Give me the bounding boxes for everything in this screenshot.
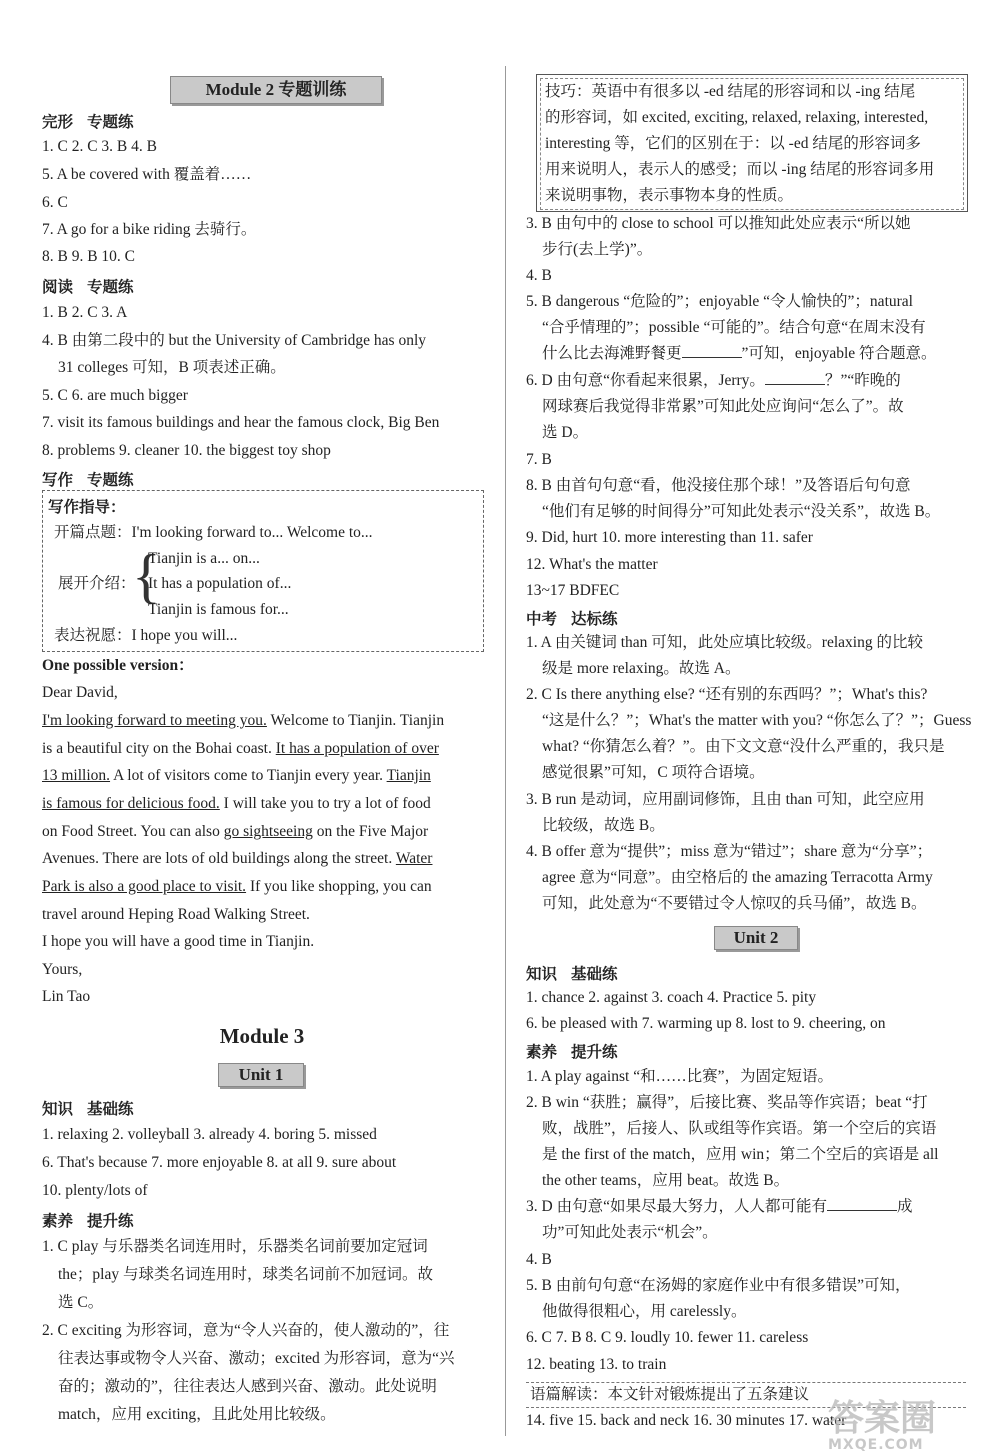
knowledge-answers-1: 1. relaxing 2. volleyball 3. already 4. boring 5. missed <box>42 1126 377 1143</box>
exam-line-1: 1. A 由关键词 than 可知，此处应填比较级。relaxing 的比较 <box>526 634 923 651</box>
answers-9-11: 9. Did, hurt 10. more interesting than 11. safer <box>526 529 813 546</box>
exam-line-10: agree 意为“同意”。由空格后的 the amazing Terracotta Army <box>542 869 933 886</box>
answer-6-line-3: 选 D。 <box>542 424 589 441</box>
exam-heading: 中考 达标练 <box>526 611 618 628</box>
ability-heading: 素养 提升练 <box>42 1213 134 1230</box>
letter-line-3: 13 million. A lot of visitors come to Tianjin every year. Tianjin <box>42 767 431 784</box>
tip-line-4: 用来说明人，表示人的感受；而以 -ing 结尾的形容词多用 <box>545 161 935 178</box>
answer-8-line-2: “他们有足够的时间得分”可知此处表示“没关系”，故选 B。 <box>542 503 941 520</box>
reading-answers-1: 1. B 2. C 3. A <box>42 304 128 321</box>
letter-line-6: Avenues. There are lots of old buildings along the street. Water <box>42 850 433 867</box>
cloze-answers-4: 7. A go for a bike riding 去骑行。 <box>42 221 257 238</box>
ability-answer-2c: 奋的；激动的”，往往表达人感到兴奋、激动。此处说明 <box>58 1378 437 1395</box>
answer-6-line-1: 6. D 由句意“你看起来很累，Jerry。 ？”“昨晚的 <box>526 372 901 389</box>
knowledge2-heading: 知识 基础练 <box>526 966 618 983</box>
reading-answers-3: 31 colleges 可知，B 项表述正确。 <box>58 359 286 376</box>
ability2-line-6: 3. D 由句意“如果尽最大努力，人人都可能有 成 <box>526 1198 913 1215</box>
module3-title: Module 3 <box>219 1024 305 1048</box>
answer-4: 4. B <box>526 267 552 284</box>
exam-line-11: 可知，此处意为“不要错过令人惊叹的兵马俑”，故选 B。 <box>542 895 927 912</box>
answer-5-line-1: 5. B dangerous “危险的”；enjoyable “令人愉快的”；natural <box>526 293 913 310</box>
answer-5-line-2: “合乎情理的”；possible “可能的”。结合句意“在周末没有 <box>542 319 926 336</box>
unit1-title: Unit 1 <box>218 1063 304 1087</box>
column-divider <box>505 66 506 1436</box>
tip-line-5: 来说明事物，表示事物本身的性质。 <box>545 187 794 204</box>
ability-answer-1a: 1. C play 与乐器类名词连用时，乐器类名词前要加定冠词 <box>42 1238 428 1255</box>
answer-3-line-1: 3. B 由句中的 close to school 可以推知此处应表示“所以她 <box>526 215 911 232</box>
letter-line-4: is famous for delicious food. I will take you to try a lot of food <box>42 795 431 812</box>
module2-title: Module 2 专题训练 <box>170 76 382 104</box>
exam-line-9: 4. B offer 意为“提供”；miss 意为“错过”；share 意为“分享”； <box>526 843 933 860</box>
answer-7: 7. B <box>526 451 552 468</box>
ability2-line-10: 他做得很粗心，用 carelessly。 <box>542 1303 747 1320</box>
brace-icon: { <box>132 543 161 609</box>
tip-line-1: 技巧：英语中有很多以 -ed 结尾的形容词和以 -ing 结尾 <box>545 83 916 100</box>
answer-8-line-1: 8. B 由首句句意“看，他没接住那个球！”及答语后句句意 <box>526 477 911 494</box>
letter-line-9: I hope you will have a good time in Tianjin. <box>42 933 315 950</box>
answer-6-line-2: 网球赛后我觉得非常累”可知此处应询问“怎么了”。故 <box>542 398 904 415</box>
letter-line-5: on Food Street. You can also go sightseeing on the Five Major <box>42 823 429 840</box>
exam-line-3: 2. C Is there anything else? “还有别的东西吗？”；What's this? <box>526 686 928 703</box>
cloze-answers-2: 5. A be covered with 覆盖着…… <box>42 166 252 183</box>
guide-develop-3: Tianjin is famous for... <box>148 601 289 618</box>
guide-opening: 开篇点题：I'm looking forward to... Welcome to... <box>54 524 373 541</box>
letter-line-1: I'm looking forward to meeting you. Welcome to Tianjin. Tianjin <box>42 712 445 729</box>
answers-13-17: 13~17 BDFEC <box>526 582 620 599</box>
ability2-line-3: 败，战胜”，后接人、队或组等作宾语。第一个空后的宾语 <box>542 1120 937 1137</box>
knowledge-heading: 知识 基础练 <box>42 1101 134 1118</box>
exam-line-6: 感觉很累”可知，C 项符合语境。 <box>542 764 765 781</box>
knowledge-answers-2: 6. That's because 7. more enjoyable 8. at all 9. sure about <box>42 1154 397 1171</box>
ability-answer-2b: 往表达事或物令人兴奋、激动；excited 为形容词，意为“兴 <box>58 1350 455 1367</box>
knowledge2-answers-1: 1. chance 2. against 3. coach 4. Practice 5. pity <box>526 989 817 1006</box>
sample-version-label: One possible version： <box>42 657 194 674</box>
exam-line-7: 3. B run 是动词，应用副词修饰，且由 than 可知，此空应用 <box>526 791 925 808</box>
reading-answers-6: 8. problems 9. cleaner 10. the biggest toy shop <box>42 442 331 459</box>
ability-answer-1b: the；play 与球类名词连用时，球类名词前不加冠词。故 <box>58 1266 433 1283</box>
cloze-answers-5: 8. B 9. B 10. C <box>42 248 136 265</box>
cloze-heading: 完形 专题练 <box>42 114 134 131</box>
answer-5-line-3: 什么比去海滩野餐更 ”可知，enjoyable 符合题意。 <box>542 345 937 362</box>
watermark-url: MXQE.COM <box>828 1437 924 1453</box>
knowledge2-answers-2: 6. be pleased with 7. warming up 8. lost to 9. cheering, on <box>526 1015 886 1032</box>
ability2-line-8: 4. B <box>526 1251 552 1268</box>
reading-heading: 阅读 专题练 <box>42 279 134 296</box>
ability2-line-1: 1. A play against “和……比赛”，为固定短语。 <box>526 1068 833 1085</box>
watermark-logo <box>828 1390 978 1453</box>
letter-signoff: Yours, <box>42 961 83 978</box>
exam-line-8: 比较级，故选 B。 <box>542 817 665 834</box>
guide-develop-1: Tianjin is a... on... <box>148 550 260 567</box>
unit2-title: Unit 2 <box>714 926 798 950</box>
ability2-line-11: 6. C 7. B 8. C 9. loudly 10. fewer 11. careless <box>526 1329 809 1346</box>
ability2-line-2: 2. B win “获胜；赢得”，后接比赛、奖品等作宾语；beat “打 <box>526 1094 928 1111</box>
letter-line-2: is a beautiful city on the Bohai coast. It has a population of over <box>42 740 439 757</box>
letter-line-8: travel around Heping Road Walking Street. <box>42 906 310 923</box>
writing-guide-title: 写作指导： <box>48 499 126 516</box>
ability-answer-2d: match，应用 exciting，且此处用比较级。 <box>58 1406 336 1423</box>
tip-box <box>536 74 968 212</box>
reading-answers-5: 7. visit its famous buildings and hear the famous clock, Big Ben <box>42 414 440 431</box>
tip-line-3: interesting 等，它们的区别在于：以 -ed 结尾的形容词多 <box>545 135 921 152</box>
tip-line-2: 的形容词，如 excited, exciting, relaxed, relaxing, interested, <box>545 109 929 126</box>
reading-answers-4: 5. C 6. are much bigger <box>42 387 188 404</box>
ability2-line-5: the other teams，应用 beat。故选 B。 <box>542 1172 790 1189</box>
letter-signature: Lin Tao <box>42 988 91 1005</box>
guide-develop-2: It has a population of... <box>148 575 292 592</box>
cloze-answers-3: 6. C <box>42 194 68 211</box>
ability-answer-1c: 选 C。 <box>58 1294 104 1311</box>
letter-greeting: Dear David, <box>42 684 118 701</box>
ability2-line-9: 5. B 由前句句意“在汤姆的家庭作业中有很多错误”可知， <box>526 1277 911 1294</box>
ability-answer-2a: 2. C exciting 为形容词，意为“令人兴奋的，使人激动的”，往 <box>42 1322 450 1339</box>
watermark-brand: 答案圈 <box>828 1398 937 1439</box>
writing-heading: 写作 专题练 <box>42 472 134 489</box>
guide-develop-label: 展开介绍： <box>58 575 136 592</box>
ability2-line-13: 14. five 15. back and neck 16. 30 minutes 17. water <box>526 1412 847 1429</box>
letter-line-7: Park is also a good place to visit. If you like shopping, you can <box>42 878 432 895</box>
ability2-line-12: 12. beating 13. to train <box>526 1356 667 1373</box>
ability2-line-4: 是 the first of the match，应用 win；第二个空后的宾语是 all <box>542 1146 939 1163</box>
knowledge-answers-3: 10. plenty/lots of <box>42 1182 148 1199</box>
guide-closing: 表达祝愿：I hope you will... <box>54 627 238 644</box>
exam-line-2: 级是 more relaxing。故选 A。 <box>542 660 741 677</box>
answer-3-line-2: 步行(去上学)”。 <box>542 241 653 258</box>
ability2-heading: 素养 提升练 <box>526 1044 618 1061</box>
cloze-answers-1: 1. C 2. C 3. B 4. B <box>42 138 157 155</box>
reading-answers-2: 4. B 由第二段中的 but the University of Cambridge has only <box>42 332 427 349</box>
passage-analysis-text: 语篇解读：本文针对锻炼提出了五条建议 <box>530 1386 810 1403</box>
ability2-line-7: 功”可知此处表示“机会”。 <box>542 1224 718 1241</box>
exam-line-4: “这是什么？”；What's the matter with you? “你怎么了？”；Guess <box>542 712 972 729</box>
exam-line-5: what? “你猜怎么着？”。由下文文意“没什么严重的，我只是 <box>542 738 945 755</box>
answer-12: 12. What's the matter <box>526 556 658 573</box>
